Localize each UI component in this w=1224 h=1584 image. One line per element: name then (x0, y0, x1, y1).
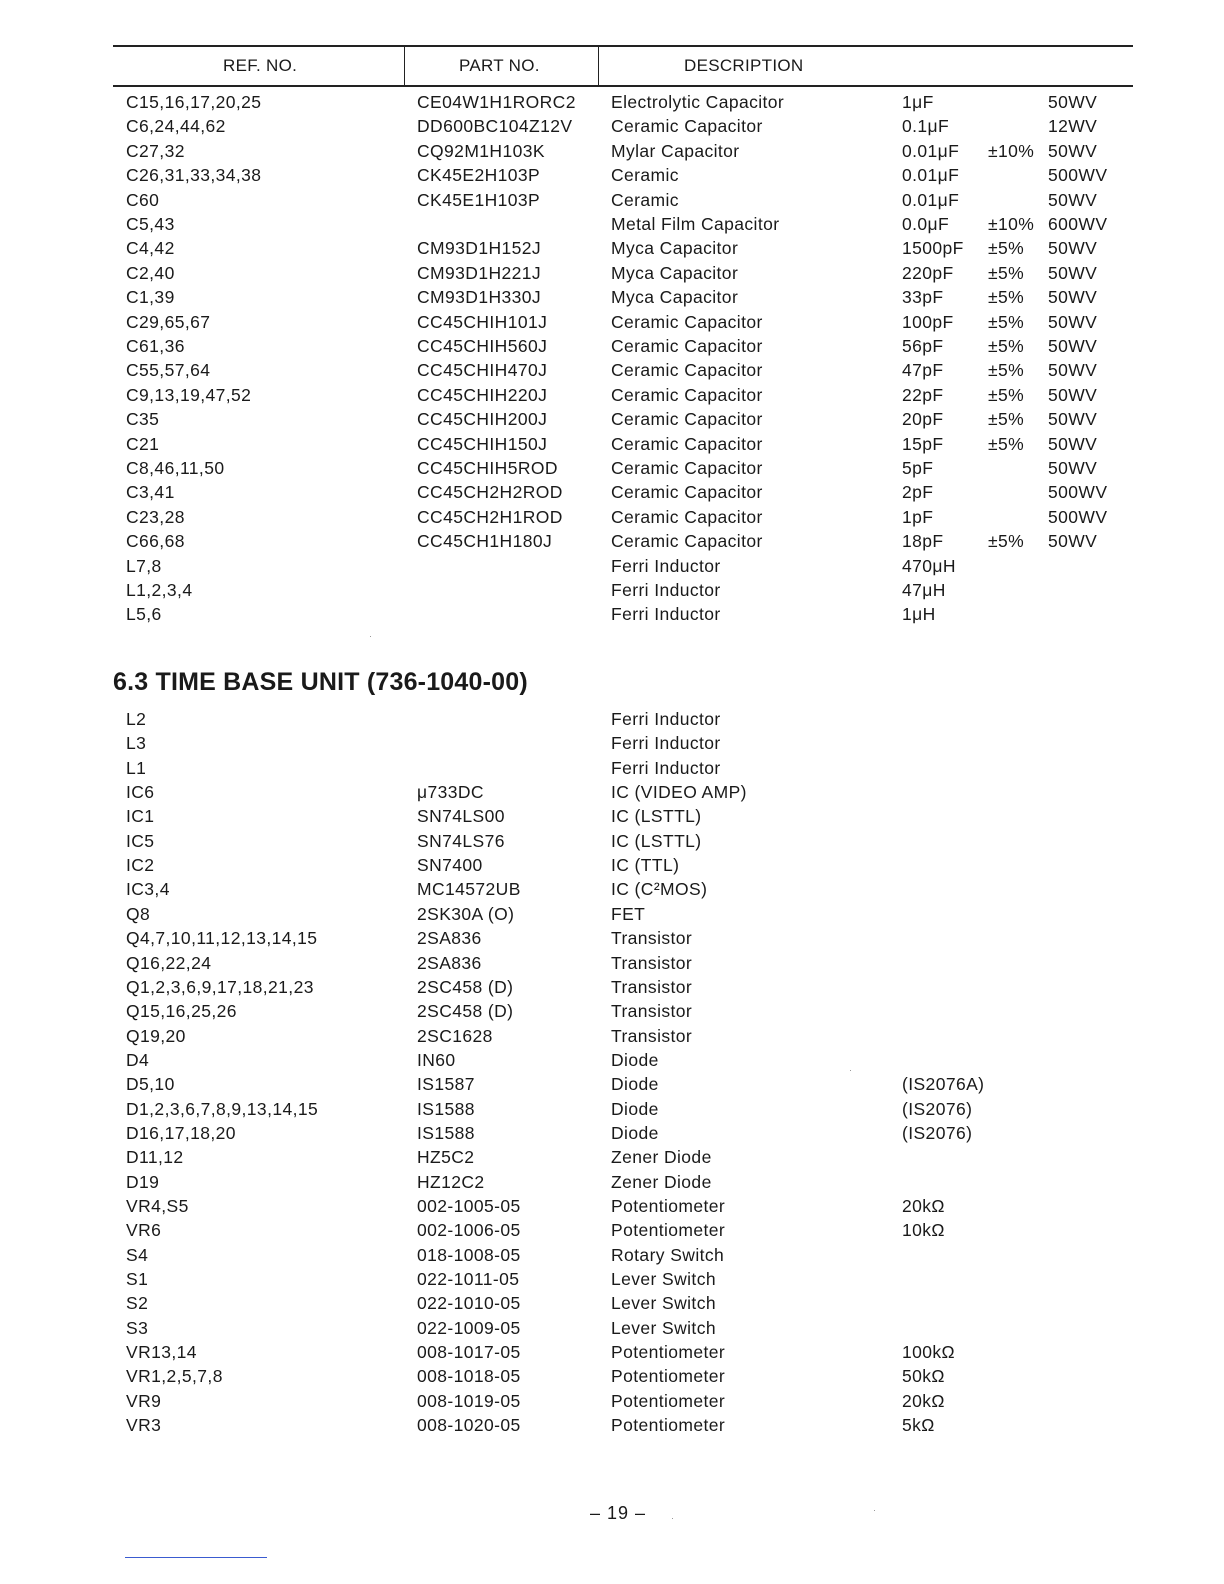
description-cell: Electrolytic Capacitor (611, 92, 785, 112)
value-cell: 0.01μF (902, 189, 960, 210)
ref-no-cell: C6,24,44,62 (126, 116, 226, 137)
table-row (0, 951, 1224, 975)
part-no-cell: CC45CHIH5ROD (417, 458, 558, 478)
part-no-cell: CQ92M1H103K (417, 140, 545, 161)
tolerance-cell: ±5% (988, 360, 1025, 381)
description-cell: Ferri Inductor (611, 555, 721, 576)
table-row (0, 90, 1224, 114)
value-cell: 100pF (902, 311, 954, 332)
table-row (0, 731, 1224, 755)
table-row (0, 1194, 1224, 1218)
part-no-cell: 002-1006-05 (417, 1220, 521, 1241)
description-cell: Potentiometer (611, 1390, 726, 1411)
description-cell: Ceramic Capacitor (611, 409, 763, 430)
part-no-cell: IN60 (417, 1049, 456, 1070)
description-cell: Mylar Capacitor (611, 140, 740, 161)
value-cell: 56pF (902, 336, 944, 356)
ref-no-cell: C27,32 (126, 140, 185, 161)
ref-no-cell: S4 (126, 1244, 149, 1265)
table-row (0, 707, 1224, 731)
value-cell: 20kΩ (902, 1390, 945, 1411)
voltage-cell: 50WV (1048, 92, 1098, 112)
ref-no-cell: C29,65,67 (126, 311, 211, 332)
part-no-cell: 008-1017-05 (417, 1342, 521, 1363)
description-cell: Ceramic Capacitor (611, 360, 763, 381)
part-no-cell: HZ12C2 (417, 1171, 485, 1192)
value-cell: 15pF (902, 433, 944, 454)
ref-no-cell: VR3 (126, 1415, 162, 1436)
table-row (0, 529, 1224, 553)
description-cell: IC (C²MOS) (611, 879, 708, 900)
tolerance-cell: ±10% (988, 140, 1035, 161)
ref-no-cell: IC1 (126, 806, 155, 827)
table-row (0, 505, 1224, 529)
ref-no-cell: Q8 (126, 903, 151, 924)
ref-no-cell: VR4,S5 (126, 1196, 189, 1216)
part-no-cell: DD600BC104Z12V (417, 116, 573, 137)
description-cell: Ceramic (611, 165, 679, 186)
description-cell: Lever Switch (611, 1269, 716, 1290)
description-cell: Potentiometer (611, 1415, 726, 1436)
part-no-cell: CM93D1H330J (417, 287, 542, 308)
ref-no-cell: S3 (126, 1317, 149, 1338)
value-cell: 470μH (902, 555, 956, 576)
footer-rule (125, 1557, 267, 1558)
ref-no-cell: D19 (126, 1171, 160, 1192)
ref-no-cell: C5,43 (126, 214, 175, 234)
ref-no-cell: Q16,22,24 (126, 952, 212, 973)
table-row (0, 829, 1224, 853)
description-cell: Ceramic Capacitor (611, 458, 763, 478)
part-no-cell: CC45CHIH101J (417, 311, 548, 332)
description-cell: Ceramic Capacitor (611, 116, 763, 137)
description-cell: Diode (611, 1049, 659, 1070)
ref-no-cell: C4,42 (126, 238, 175, 259)
header-divider (404, 47, 405, 85)
table-row (0, 902, 1224, 926)
description-cell: IC (LSTTL) (611, 806, 702, 827)
part-no-cell: 018-1008-05 (417, 1244, 521, 1265)
scan-speck (874, 1510, 875, 1511)
ref-no-cell: L1 (126, 757, 147, 778)
voltage-cell: 12WV (1048, 116, 1098, 137)
description-cell: Ceramic Capacitor (611, 384, 763, 405)
table-row (0, 114, 1224, 138)
voltage-cell: 50WV (1048, 336, 1098, 356)
ref-no-cell: IC2 (126, 855, 155, 876)
table-row (0, 432, 1224, 456)
value-cell: 1pF (902, 506, 934, 527)
ref-no-cell: L2 (126, 709, 147, 729)
tolerance-cell: ±5% (988, 433, 1025, 454)
table-row (0, 163, 1224, 187)
ref-no-cell: C35 (126, 409, 160, 430)
part-no-cell: MC14572UB (417, 879, 521, 900)
description-cell: Ceramic Capacitor (611, 433, 763, 454)
part-no-cell: IS1588 (417, 1098, 475, 1119)
voltage-cell: 500WV (1048, 506, 1108, 527)
voltage-cell: 50WV (1048, 360, 1098, 381)
page-number: – 19 – (590, 1503, 647, 1523)
description-cell: Transistor (611, 1025, 693, 1046)
table-row (0, 1121, 1224, 1145)
description-cell: FET (611, 903, 646, 924)
voltage-cell: 50WV (1048, 238, 1098, 259)
description-cell: Potentiometer (611, 1366, 726, 1387)
voltage-cell: 50WV (1048, 311, 1098, 332)
part-no-cell: 008-1020-05 (417, 1415, 521, 1436)
ref-no-cell: Q15,16,25,26 (126, 1001, 237, 1022)
ref-no-cell: Q4,7,10,11,12,13,14,15 (126, 928, 318, 949)
ref-no-cell: C61,36 (126, 336, 185, 356)
table-row (0, 236, 1224, 260)
tolerance-cell: ±5% (988, 238, 1025, 259)
part-no-cell: 2SC458 (D) (417, 976, 514, 997)
ref-no-cell: C8,46,11,50 (126, 458, 225, 478)
description-cell: Transistor (611, 1001, 693, 1022)
ref-no-cell: D11,12 (126, 1147, 184, 1168)
part-no-cell: 008-1018-05 (417, 1366, 521, 1387)
ref-no-cell: Q1,2,3,6,9,17,18,21,23 (126, 976, 314, 997)
ref-no-cell: VR6 (126, 1220, 162, 1241)
description-cell: Diode (611, 1122, 659, 1143)
table-row (0, 456, 1224, 480)
scan-speck (672, 1518, 673, 1519)
part-no-cell: CC45CH2H2ROD (417, 482, 563, 503)
voltage-cell: 600WV (1048, 214, 1108, 234)
part-no-cell: CK45E1H103P (417, 189, 541, 210)
part-no-cell: CC45CHIH220J (417, 384, 548, 405)
part-no-cell: CC45CHIH470J (417, 360, 548, 381)
part-no-cell: CM93D1H152J (417, 238, 542, 259)
section-title: 6.3 TIME BASE UNIT (736-1040-00) (113, 668, 528, 696)
table-row (0, 1170, 1224, 1194)
part-no-cell: 2SA836 (417, 928, 482, 949)
ref-no-cell: VR13,14 (126, 1342, 197, 1363)
value-cell: 2pF (902, 482, 934, 503)
ref-no-cell: IC6 (126, 782, 155, 803)
voltage-cell: 50WV (1048, 140, 1098, 161)
table-row (0, 1218, 1224, 1242)
scan-speck (370, 636, 371, 637)
value-cell: 20pF (902, 409, 944, 430)
description-cell: IC (VIDEO AMP) (611, 782, 747, 803)
value-cell: 1500pF (902, 238, 964, 259)
ref-no-cell: Q19,20 (126, 1025, 186, 1046)
table-row (0, 383, 1224, 407)
part-no-cell: CC45CH2H1ROD (417, 506, 563, 527)
voltage-cell: 50WV (1048, 384, 1098, 405)
description-cell: Potentiometer (611, 1220, 726, 1241)
value-cell: 5kΩ (902, 1415, 935, 1436)
ref-no-cell: C3,41 (126, 482, 175, 503)
description-cell: Transistor (611, 928, 693, 949)
description-cell: Ceramic Capacitor (611, 506, 763, 527)
value-cell: 22pF (902, 384, 944, 405)
value-cell: 0.0μF (902, 214, 950, 234)
table-row (0, 1291, 1224, 1315)
description-cell: Metal Film Capacitor (611, 214, 780, 234)
value-cell: 10kΩ (902, 1220, 945, 1241)
table-header (113, 45, 1133, 87)
ref-no-cell: D1,2,3,6,7,8,9,13,14,15 (126, 1098, 319, 1119)
table-row (0, 1316, 1224, 1340)
value-cell: 20kΩ (902, 1196, 945, 1216)
header-part-no: PART NO. (459, 56, 540, 75)
part-no-cell: μ733DC (417, 782, 484, 803)
description-cell: Myca Capacitor (611, 287, 739, 308)
table-row (0, 1024, 1224, 1048)
description-cell: Ferri Inductor (611, 757, 721, 778)
voltage-cell: 50WV (1048, 409, 1098, 430)
table-row (0, 999, 1224, 1023)
description-cell: Ferri Inductor (611, 733, 721, 754)
table-row (0, 853, 1224, 877)
scan-speck (850, 1070, 851, 1071)
description-cell: Transistor (611, 952, 693, 973)
description-cell: Potentiometer (611, 1342, 726, 1363)
header-divider (598, 47, 599, 85)
table-row (0, 1243, 1224, 1267)
table-row (0, 926, 1224, 950)
tolerance-cell: ±5% (988, 336, 1025, 356)
value-cell: 33pF (902, 287, 944, 308)
part-no-cell: SN74LS00 (417, 806, 505, 827)
ref-no-cell: S1 (126, 1269, 149, 1290)
ref-no-cell: C60 (126, 189, 160, 210)
value-cell: (IS2076) (902, 1098, 973, 1119)
tolerance-cell: ±5% (988, 409, 1025, 430)
table-row (0, 407, 1224, 431)
table-row (0, 1340, 1224, 1364)
description-cell: Zener Diode (611, 1171, 712, 1192)
value-cell: 0.01μF (902, 140, 960, 161)
value-cell: 1μH (902, 604, 936, 625)
table-row (0, 188, 1224, 212)
voltage-cell: 50WV (1048, 189, 1098, 210)
description-cell: Myca Capacitor (611, 238, 739, 259)
ref-no-cell: C23,28 (126, 506, 185, 527)
table-row (0, 877, 1224, 901)
ref-no-cell: L5,6 (126, 604, 162, 625)
description-cell: Zener Diode (611, 1147, 712, 1168)
table-row (0, 139, 1224, 163)
part-no-cell: SN74LS76 (417, 830, 505, 851)
ref-no-cell: IC5 (126, 830, 155, 851)
description-cell: Ceramic Capacitor (611, 336, 763, 356)
ref-no-cell: C26,31,33,34,38 (126, 165, 262, 186)
table-row (0, 1048, 1224, 1072)
description-cell: Ceramic Capacitor (611, 531, 763, 552)
ref-no-cell: C66,68 (126, 531, 185, 552)
part-no-cell: 022-1009-05 (417, 1317, 521, 1338)
part-no-cell: CC45CHIH200J (417, 409, 548, 430)
voltage-cell: 50WV (1048, 531, 1098, 552)
value-cell: (IS2076) (902, 1122, 973, 1143)
part-no-cell: IS1588 (417, 1122, 475, 1143)
table-row (0, 212, 1224, 236)
ref-no-cell: S2 (126, 1293, 149, 1314)
table-row (0, 1413, 1224, 1437)
tolerance-cell: ±5% (988, 531, 1025, 552)
tolerance-cell: ±5% (988, 384, 1025, 405)
part-no-cell: 2SC1628 (417, 1025, 493, 1046)
part-no-cell: CM93D1H221J (417, 262, 542, 283)
value-cell: 0.1μF (902, 116, 950, 137)
description-cell: Potentiometer (611, 1196, 726, 1216)
part-no-cell: CC45CHIH150J (417, 433, 548, 454)
header-ref-no: REF. NO. (223, 56, 298, 75)
table-row (0, 756, 1224, 780)
part-no-cell: 2SK30A (O) (417, 903, 515, 924)
ref-no-cell: C2,40 (126, 262, 175, 283)
table-row (0, 554, 1224, 578)
table-row (0, 1072, 1224, 1096)
voltage-cell: 50WV (1048, 262, 1098, 283)
voltage-cell: 500WV (1048, 482, 1108, 503)
value-cell: 5pF (902, 458, 934, 478)
value-cell: 18pF (902, 531, 944, 552)
table-row (0, 1267, 1224, 1291)
ref-no-cell: C15,16,17,20,25 (126, 92, 262, 112)
value-cell: 220pF (902, 262, 954, 283)
description-cell: Ferri Inductor (611, 604, 721, 625)
description-cell: Lever Switch (611, 1293, 716, 1314)
tolerance-cell: ±5% (988, 287, 1025, 308)
part-no-cell: HZ5C2 (417, 1147, 475, 1168)
part-no-cell: CC45CHIH560J (417, 336, 548, 356)
voltage-cell: 500WV (1048, 165, 1108, 186)
table-row (0, 780, 1224, 804)
tolerance-cell: ±5% (988, 262, 1025, 283)
value-cell: 100kΩ (902, 1342, 956, 1363)
description-cell: Myca Capacitor (611, 262, 739, 283)
value-cell: 1μF (902, 92, 934, 112)
value-cell: (IS2076A) (902, 1074, 985, 1095)
table-row (0, 1364, 1224, 1388)
part-no-cell: CE04W1H1RORC2 (417, 92, 576, 112)
tolerance-cell: ±10% (988, 214, 1035, 234)
ref-no-cell: L7,8 (126, 555, 162, 576)
description-cell: Transistor (611, 976, 693, 997)
description-cell: Ceramic Capacitor (611, 482, 763, 503)
ref-no-cell: C1,39 (126, 287, 175, 308)
description-cell: Ferri Inductor (611, 709, 721, 729)
description-cell: Diode (611, 1074, 659, 1095)
table-row (0, 1145, 1224, 1169)
part-no-cell: 022-1011-05 (417, 1269, 520, 1290)
part-no-cell: 022-1010-05 (417, 1293, 521, 1314)
description-cell: Diode (611, 1098, 659, 1119)
ref-no-cell: C55,57,64 (126, 360, 211, 381)
table-row (0, 358, 1224, 382)
part-no-cell: 2SA836 (417, 952, 482, 973)
ref-no-cell: D4 (126, 1049, 150, 1070)
value-cell: 0.01μF (902, 165, 960, 186)
description-cell: IC (TTL) (611, 855, 680, 876)
table-row (0, 804, 1224, 828)
ref-no-cell: C21 (126, 433, 160, 454)
table-row (0, 1097, 1224, 1121)
part-no-cell: CK45E2H103P (417, 165, 541, 186)
ref-no-cell: VR1,2,5,7,8 (126, 1366, 223, 1387)
description-cell: Lever Switch (611, 1317, 716, 1338)
voltage-cell: 50WV (1048, 433, 1098, 454)
table-row (0, 334, 1224, 358)
value-cell: 47pF (902, 360, 944, 381)
table-row (0, 285, 1224, 309)
ref-no-cell: D5,10 (126, 1074, 175, 1095)
table-row (0, 310, 1224, 334)
ref-no-cell: IC3,4 (126, 879, 170, 900)
table-row (0, 602, 1224, 626)
value-cell: 47μH (902, 580, 946, 600)
ref-no-cell: L3 (126, 733, 147, 754)
part-no-cell: 2SC458 (D) (417, 1001, 514, 1022)
part-no-cell: IS1587 (417, 1074, 475, 1095)
description-cell: Ferri Inductor (611, 580, 721, 600)
table-row (0, 1389, 1224, 1413)
part-no-cell: CC45CH1H180J (417, 531, 553, 552)
header-description: DESCRIPTION (684, 56, 804, 75)
ref-no-cell: L1,2,3,4 (126, 580, 193, 600)
ref-no-cell: C9,13,19,47,52 (126, 384, 252, 405)
part-no-cell: 008-1019-05 (417, 1390, 521, 1411)
table-row (0, 261, 1224, 285)
voltage-cell: 50WV (1048, 287, 1098, 308)
ref-no-cell: VR9 (126, 1390, 162, 1411)
voltage-cell: 50WV (1048, 458, 1098, 478)
ref-no-cell: D16,17,18,20 (126, 1122, 236, 1143)
description-cell: Rotary Switch (611, 1244, 725, 1265)
table-row (0, 480, 1224, 504)
description-cell: IC (LSTTL) (611, 830, 702, 851)
part-no-cell: SN7400 (417, 855, 483, 876)
description-cell: Ceramic (611, 189, 679, 210)
value-cell: 50kΩ (902, 1366, 945, 1387)
tolerance-cell: ±5% (988, 311, 1025, 332)
description-cell: Ceramic Capacitor (611, 311, 763, 332)
table-row (0, 975, 1224, 999)
table-row (0, 578, 1224, 602)
part-no-cell: 002-1005-05 (417, 1196, 521, 1216)
